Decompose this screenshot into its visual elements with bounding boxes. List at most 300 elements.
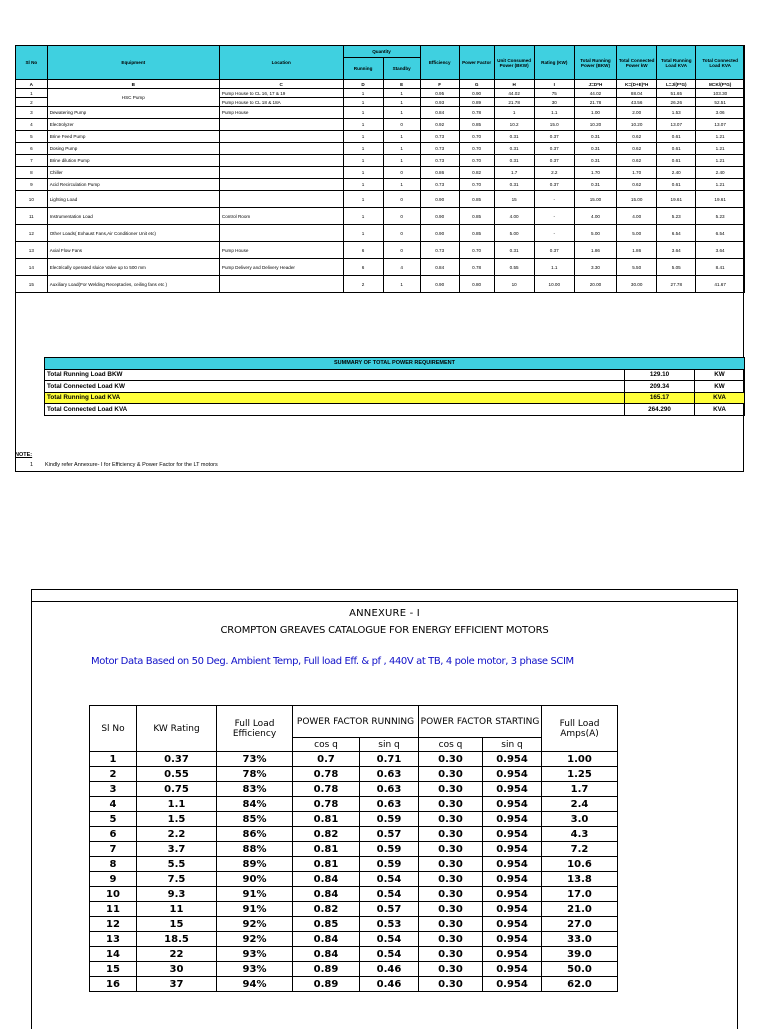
cell-standby: 0: [383, 242, 420, 259]
summary-label: Total Running Load BKW: [45, 369, 625, 381]
cell-sl-no: 8: [90, 857, 137, 872]
summary-unit: KW: [695, 369, 745, 381]
cell-total-running-load: 1.53: [657, 107, 696, 119]
annexure-rule: [32, 601, 737, 602]
header-efficiency: Efficiency: [420, 46, 459, 80]
cell-rating: 1.1: [534, 107, 574, 119]
cell-sl-no: 7: [90, 842, 137, 857]
cell-unit-consumed: 1.7: [494, 167, 534, 179]
cell-total-running-load: 27.78: [657, 276, 696, 293]
cell-location: [219, 225, 343, 242]
summary-unit: KW: [695, 381, 745, 393]
cell-sl-no: 8: [16, 167, 48, 179]
cell-cos-running: 0.84: [293, 872, 360, 887]
cell-sin-running: 0.54: [360, 932, 419, 947]
cell-kw-rating: 37: [137, 977, 217, 992]
table-row: [90, 842, 618, 857]
header-full-load-amps: Full Load Amps(A): [542, 706, 618, 752]
cell-sin-starting: 0.954: [483, 797, 542, 812]
cell-running: 6: [343, 242, 383, 259]
cell-sl-no: 16: [90, 977, 137, 992]
cell-cos-starting: 0.30: [419, 827, 483, 842]
column-letter: K=(D+E)*H: [617, 80, 657, 89]
cell-standby: 0: [383, 119, 420, 131]
cell-total-connected-load: 1.21: [696, 143, 745, 155]
cell-sl-no: 2: [16, 98, 48, 107]
cell-kw-rating: 18.5: [137, 932, 217, 947]
column-letter: G: [459, 80, 494, 89]
cell-cos-running: 0.84: [293, 932, 360, 947]
cell-full-load-amps: 1.7: [542, 782, 618, 797]
cell-sin-starting: 0.954: [483, 812, 542, 827]
cell-total-running-power: 5.00: [574, 225, 616, 242]
cell-location: [219, 131, 343, 143]
cell-efficiency: 89%: [217, 857, 293, 872]
cell-rating: 0.37: [534, 242, 574, 259]
summary-label: Total Running Load KVA: [45, 392, 625, 404]
cell-efficiency: 0.84: [420, 107, 459, 119]
header-rating: Rating (KW): [534, 46, 574, 80]
cell-sl-no: 5: [90, 812, 137, 827]
cell-full-load-amps: 3.0: [542, 812, 618, 827]
cell-running: 1: [343, 208, 383, 225]
cell-efficiency: 0.92: [420, 119, 459, 131]
header-running: Running: [343, 58, 383, 80]
cell-total-running-power: 15.00: [574, 191, 616, 208]
cell-total-running-power: 0.31: [574, 179, 616, 191]
cell-location: [219, 167, 343, 179]
cell-efficiency: 91%: [217, 902, 293, 917]
cell-kw-rating: 30: [137, 962, 217, 977]
cell-cos-running: 0.81: [293, 842, 360, 857]
cell-total-connected-load: 3.64: [696, 242, 745, 259]
column-letter: H: [494, 80, 534, 89]
table-row: [90, 827, 618, 842]
table-row: [16, 225, 745, 242]
cell-power-factor: 0.89: [459, 98, 494, 107]
cell-total-connected-load: 1.21: [696, 179, 745, 191]
cell-standby: 0: [383, 208, 420, 225]
cell-total-connected-power: 0.62: [617, 155, 657, 167]
cell-efficiency: 88%: [217, 842, 293, 857]
cell-sl-no: 13: [90, 932, 137, 947]
cell-total-running-load: 2.40: [657, 167, 696, 179]
cell-cos-starting: 0.30: [419, 887, 483, 902]
cell-power-factor: 0.85: [459, 225, 494, 242]
table-row: [90, 932, 618, 947]
cell-kw-rating: 3.7: [137, 842, 217, 857]
cell-rating: 30: [534, 98, 574, 107]
cell-kw-rating: 9.3: [137, 887, 217, 902]
cell-running: 1: [343, 155, 383, 167]
cell-kw-rating: 0.75: [137, 782, 217, 797]
table-row: [16, 167, 745, 179]
header-total-connected-power: Total Connected Power kW: [617, 46, 657, 80]
cell-location: Control Room: [219, 208, 343, 225]
cell-total-running-power: 0.31: [574, 155, 616, 167]
cell-sl-no: 1: [90, 752, 137, 767]
cell-efficiency: 85%: [217, 812, 293, 827]
cell-sl-no: 12: [16, 225, 48, 242]
cell-kw-rating: 2.2: [137, 827, 217, 842]
cell-sin-running: 0.46: [360, 962, 419, 977]
cell-unit-consumed: 0.31: [494, 143, 534, 155]
table-row: [90, 977, 618, 992]
cell-efficiency: 0.90: [420, 225, 459, 242]
cell-standby: 4: [383, 259, 420, 276]
cell-total-connected-power: 4.00: [617, 208, 657, 225]
cell-rating: 0.37: [534, 155, 574, 167]
cell-kw-rating: 7.5: [137, 872, 217, 887]
cell-kw-rating: 1.1: [137, 797, 217, 812]
cell-total-connected-power: 15.00: [617, 191, 657, 208]
cell-unit-consumed: 0.31: [494, 131, 534, 143]
table-row: [90, 962, 618, 977]
column-letter: B: [47, 80, 219, 89]
cell-total-connected-power: 5.50: [617, 259, 657, 276]
cell-power-factor: 0.78: [459, 259, 494, 276]
cell-rating: 2.2: [534, 167, 574, 179]
column-letter: E: [383, 80, 420, 89]
cell-equipment: HSC Pump: [47, 89, 219, 107]
cell-total-connected-load: 2.40: [696, 167, 745, 179]
cell-cos-running: 0.81: [293, 857, 360, 872]
cell-total-running-load: 13.07: [657, 119, 696, 131]
header-total-running-power: Total Running Power (BKW): [574, 46, 616, 80]
header-sin-starting: sin q: [483, 738, 542, 752]
cell-cos-starting: 0.30: [419, 842, 483, 857]
table-row: [90, 782, 618, 797]
cell-efficiency: 90%: [217, 872, 293, 887]
cell-efficiency: 0.90: [420, 276, 459, 293]
column-letter: I: [534, 80, 574, 89]
cell-power-factor: 0.80: [459, 276, 494, 293]
cell-sin-starting: 0.954: [483, 902, 542, 917]
cell-sin-starting: 0.954: [483, 842, 542, 857]
cell-cos-starting: 0.30: [419, 797, 483, 812]
cell-equipment: Brine dilution Pump: [47, 155, 219, 167]
cell-efficiency: 0.95: [420, 89, 459, 98]
cell-total-running-load: 19.61: [657, 191, 696, 208]
cell-total-running-load: 0.61: [657, 143, 696, 155]
header-kw-rating: KW Rating: [137, 706, 217, 752]
cell-cos-running: 0.78: [293, 797, 360, 812]
cell-sl-no: 11: [90, 902, 137, 917]
cell-unit-consumed: 4.00: [494, 208, 534, 225]
cell-power-factor: 0.70: [459, 131, 494, 143]
summary-label: Total Connected Load KW: [45, 381, 625, 393]
cell-location: [219, 143, 343, 155]
cell-sin-starting: 0.954: [483, 752, 542, 767]
cell-total-connected-load: 6.54: [696, 225, 745, 242]
cell-location: [219, 191, 343, 208]
annexure-description: Motor Data Based on 50 Deg. Ambient Temp, Full load Eff. & pf , 440V at TB, 4 pole motor, 3 phase SCIM: [91, 656, 574, 667]
cell-total-running-load: 5.23: [657, 208, 696, 225]
cell-power-factor: 0.85: [459, 191, 494, 208]
cell-location: Pump House: [219, 242, 343, 259]
cell-sl-no: 12: [90, 917, 137, 932]
table-row: [90, 857, 618, 872]
cell-cos-running: 0.82: [293, 902, 360, 917]
cell-total-running-power: 1.70: [574, 167, 616, 179]
cell-standby: 1: [383, 143, 420, 155]
column-letters-row: [16, 80, 745, 89]
cell-standby: 0: [383, 225, 420, 242]
table-row: [16, 242, 745, 259]
cell-sin-running: 0.63: [360, 767, 419, 782]
cell-running: 1: [343, 191, 383, 208]
table-row: [16, 89, 745, 98]
summary-value: 165.17: [625, 392, 695, 404]
cell-cos-running: 0.78: [293, 782, 360, 797]
cell-sin-starting: 0.954: [483, 962, 542, 977]
cell-unit-consumed: 10: [494, 276, 534, 293]
cell-standby: 1: [383, 155, 420, 167]
cell-equipment: Electrolyzer: [47, 119, 219, 131]
cell-cos-starting: 0.30: [419, 752, 483, 767]
cell-sl-no: 4: [90, 797, 137, 812]
cell-sin-starting: 0.954: [483, 872, 542, 887]
table-row: [90, 797, 618, 812]
cell-kw-rating: 15: [137, 917, 217, 932]
cell-cos-starting: 0.30: [419, 782, 483, 797]
cell-kw-rating: 1.5: [137, 812, 217, 827]
table-row: [16, 143, 745, 155]
cell-sl-no: 9: [16, 179, 48, 191]
cell-efficiency: 73%: [217, 752, 293, 767]
header-sl-no: Sl No: [16, 46, 48, 80]
cell-efficiency: 93%: [217, 947, 293, 962]
summary-row: [45, 392, 745, 404]
cell-location: [219, 276, 343, 293]
cell-total-running-load: 5.05: [657, 259, 696, 276]
cell-cos-starting: 0.30: [419, 977, 483, 992]
summary-label: Total Connected Load KVA: [45, 404, 625, 416]
cell-total-connected-load: 5.23: [696, 208, 745, 225]
cell-sin-starting: 0.954: [483, 767, 542, 782]
cell-total-running-power: 4.00: [574, 208, 616, 225]
cell-kw-rating: 0.55: [137, 767, 217, 782]
header-full-load-efficiency: Full Load Efficiency: [217, 706, 293, 752]
table-row: [90, 872, 618, 887]
header-equipment: Equipment: [47, 46, 219, 80]
cell-power-factor: 0.70: [459, 179, 494, 191]
cell-rating: 0.37: [534, 179, 574, 191]
cell-rating: 1.1: [534, 259, 574, 276]
cell-total-connected-load: 19.61: [696, 191, 745, 208]
cell-sl-no: 11: [16, 208, 48, 225]
summary-value: 264.290: [625, 404, 695, 416]
cell-total-connected-power: 0.62: [617, 143, 657, 155]
cell-sin-starting: 0.954: [483, 782, 542, 797]
summary-row: [45, 381, 745, 393]
cell-unit-consumed: 0.31: [494, 179, 534, 191]
cell-full-load-amps: 2.4: [542, 797, 618, 812]
cell-equipment: Axial Flow Fans: [47, 242, 219, 259]
cell-total-connected-load: 13.07: [696, 119, 745, 131]
cell-unit-consumed: 0.31: [494, 155, 534, 167]
cell-sin-running: 0.54: [360, 872, 419, 887]
cell-cos-starting: 0.30: [419, 917, 483, 932]
table-row: [16, 276, 745, 293]
cell-total-connected-load: 1.21: [696, 131, 745, 143]
cell-power-factor: 0.70: [459, 155, 494, 167]
header-pf-starting: POWER FACTOR STARTING: [419, 706, 542, 738]
cell-sin-starting: 0.954: [483, 932, 542, 947]
cell-sl-no: 15: [16, 276, 48, 293]
cell-standby: 1: [383, 98, 420, 107]
cell-equipment: Chiller: [47, 167, 219, 179]
cell-cos-running: 0.85: [293, 917, 360, 932]
cell-running: 1: [343, 143, 383, 155]
cell-efficiency: 0.90: [420, 208, 459, 225]
cell-cos-running: 0.78: [293, 767, 360, 782]
cell-efficiency: 94%: [217, 977, 293, 992]
cell-efficiency: 92%: [217, 917, 293, 932]
cell-total-running-load: 3.64: [657, 242, 696, 259]
cell-rating: 15.0: [534, 119, 574, 131]
cell-power-factor: 0.70: [459, 242, 494, 259]
summary-unit: KVA: [695, 392, 745, 404]
header-pf-running: POWER FACTOR RUNNING: [293, 706, 419, 738]
cell-equipment: Other Loads( Exhaust Fans,Air Conditioner Unit etc): [47, 225, 219, 242]
cell-total-connected-power: 0.62: [617, 179, 657, 191]
cell-kw-rating: 5.5: [137, 857, 217, 872]
column-letter: J=D*H: [574, 80, 616, 89]
cell-total-connected-power: 5.00: [617, 225, 657, 242]
header-location: Location: [219, 46, 343, 80]
cell-standby: 1: [383, 276, 420, 293]
motor-data-table: [89, 705, 618, 992]
cell-total-running-power: 20.00: [574, 276, 616, 293]
cell-running: 1: [343, 119, 383, 131]
column-letter: L=J/(F*G): [657, 80, 696, 89]
load-calculation-table: [15, 45, 745, 331]
cell-total-running-load: 26.26: [657, 98, 696, 107]
cell-sl-no: 14: [16, 259, 48, 276]
cell-standby: 0: [383, 167, 420, 179]
cell-full-load-amps: 4.3: [542, 827, 618, 842]
cell-equipment: Auxiliary Load(For Welding Receptacles, ceiling fans etc ): [47, 276, 219, 293]
cell-sin-running: 0.63: [360, 782, 419, 797]
table-row: [16, 179, 745, 191]
summary-value: 209.34: [625, 381, 695, 393]
header-cos-running: cos q: [293, 738, 360, 752]
cell-unit-consumed: 1: [494, 107, 534, 119]
header-unit-consumed: Unit Consumed Power (BKW): [494, 46, 534, 80]
cell-full-load-amps: 1.00: [542, 752, 618, 767]
cell-cos-starting: 0.30: [419, 962, 483, 977]
cell-power-factor: 0.70: [459, 143, 494, 155]
cell-standby: 1: [383, 107, 420, 119]
cell-efficiency: 0.73: [420, 155, 459, 167]
cell-sl-no: 10: [90, 887, 137, 902]
cell-total-running-load: 0.61: [657, 131, 696, 143]
summary-title: SUMMARY OF TOTAL POWER REQUIREMENT: [45, 358, 745, 370]
cell-rating: 10.00: [534, 276, 574, 293]
header-quantity: Quantity: [343, 46, 420, 58]
header-cos-starting: cos q: [419, 738, 483, 752]
cell-sin-starting: 0.954: [483, 947, 542, 962]
cell-sl-no: 3: [16, 107, 48, 119]
table-row: [90, 767, 618, 782]
cell-sl-no: 3: [90, 782, 137, 797]
header-sl-no: Sl No: [90, 706, 137, 752]
cell-cos-running: 0.82: [293, 827, 360, 842]
cell-total-running-load: 6.54: [657, 225, 696, 242]
table-row: [90, 887, 618, 902]
cell-cos-starting: 0.30: [419, 812, 483, 827]
cell-cos-running: 0.81: [293, 812, 360, 827]
cell-total-connected-load: 41.67: [696, 276, 745, 293]
cell-full-load-amps: 50.0: [542, 962, 618, 977]
cell-unit-consumed: 5.00: [494, 225, 534, 242]
column-letter: M=K/(F*G): [696, 80, 745, 89]
note-text: Kindly refer Annexure- I for Efficiency & Power Factor for the LT motors: [45, 462, 218, 468]
cell-power-factor: 0.85: [459, 208, 494, 225]
cell-total-connected-power: 30.00: [617, 276, 657, 293]
cell-total-running-power: 21.78: [574, 98, 616, 107]
cell-location: Pump House to CL 18 & 18A: [219, 98, 343, 107]
cell-cos-running: 0.7: [293, 752, 360, 767]
cell-total-running-power: 1.86: [574, 242, 616, 259]
table-row: [90, 812, 618, 827]
cell-total-connected-power: 43.56: [617, 98, 657, 107]
cell-full-load-amps: 13.8: [542, 872, 618, 887]
cell-equipment: Electrically operated sluice Valve up to 500 mm: [47, 259, 219, 276]
cell-power-factor: 0.85: [459, 119, 494, 131]
cell-running: 1: [343, 179, 383, 191]
table-row: [16, 107, 745, 119]
table-row: [90, 917, 618, 932]
column-letter: D: [343, 80, 383, 89]
cell-sl-no: 5: [16, 131, 48, 143]
table-row: [90, 947, 618, 962]
cell-running: 1: [343, 131, 383, 143]
cell-total-running-power: 1.00: [574, 107, 616, 119]
cell-sin-running: 0.46: [360, 977, 419, 992]
cell-efficiency: 78%: [217, 767, 293, 782]
cell-standby: 1: [383, 131, 420, 143]
note-label: NOTE:: [15, 452, 33, 458]
cell-efficiency: 93%: [217, 962, 293, 977]
table-row: [90, 752, 618, 767]
cell-full-load-amps: 7.2: [542, 842, 618, 857]
cell-running: 1: [343, 167, 383, 179]
cell-efficiency: 83%: [217, 782, 293, 797]
cell-full-load-amps: 33.0: [542, 932, 618, 947]
note-number: 1: [30, 462, 34, 468]
cell-kw-rating: 22: [137, 947, 217, 962]
cell-running: 1: [343, 225, 383, 242]
cell-sin-running: 0.63: [360, 797, 419, 812]
cell-power-factor: 0.78: [459, 107, 494, 119]
cell-sin-running: 0.59: [360, 857, 419, 872]
cell-efficiency: 0.86: [420, 167, 459, 179]
cell-unit-consumed: 0.31: [494, 242, 534, 259]
table-row: [16, 259, 745, 276]
summary-value: 129.10: [625, 369, 695, 381]
cell-efficiency: 0.73: [420, 143, 459, 155]
cell-running: 1: [343, 107, 383, 119]
cell-cos-running: 0.84: [293, 887, 360, 902]
cell-running: 6: [343, 259, 383, 276]
cell-cos-running: 0.89: [293, 962, 360, 977]
cell-location: Pump House to CL 16, 17 & 19: [219, 89, 343, 98]
cell-full-load-amps: 1.25: [542, 767, 618, 782]
cell-location: [219, 155, 343, 167]
cell-kw-rating: 0.37: [137, 752, 217, 767]
